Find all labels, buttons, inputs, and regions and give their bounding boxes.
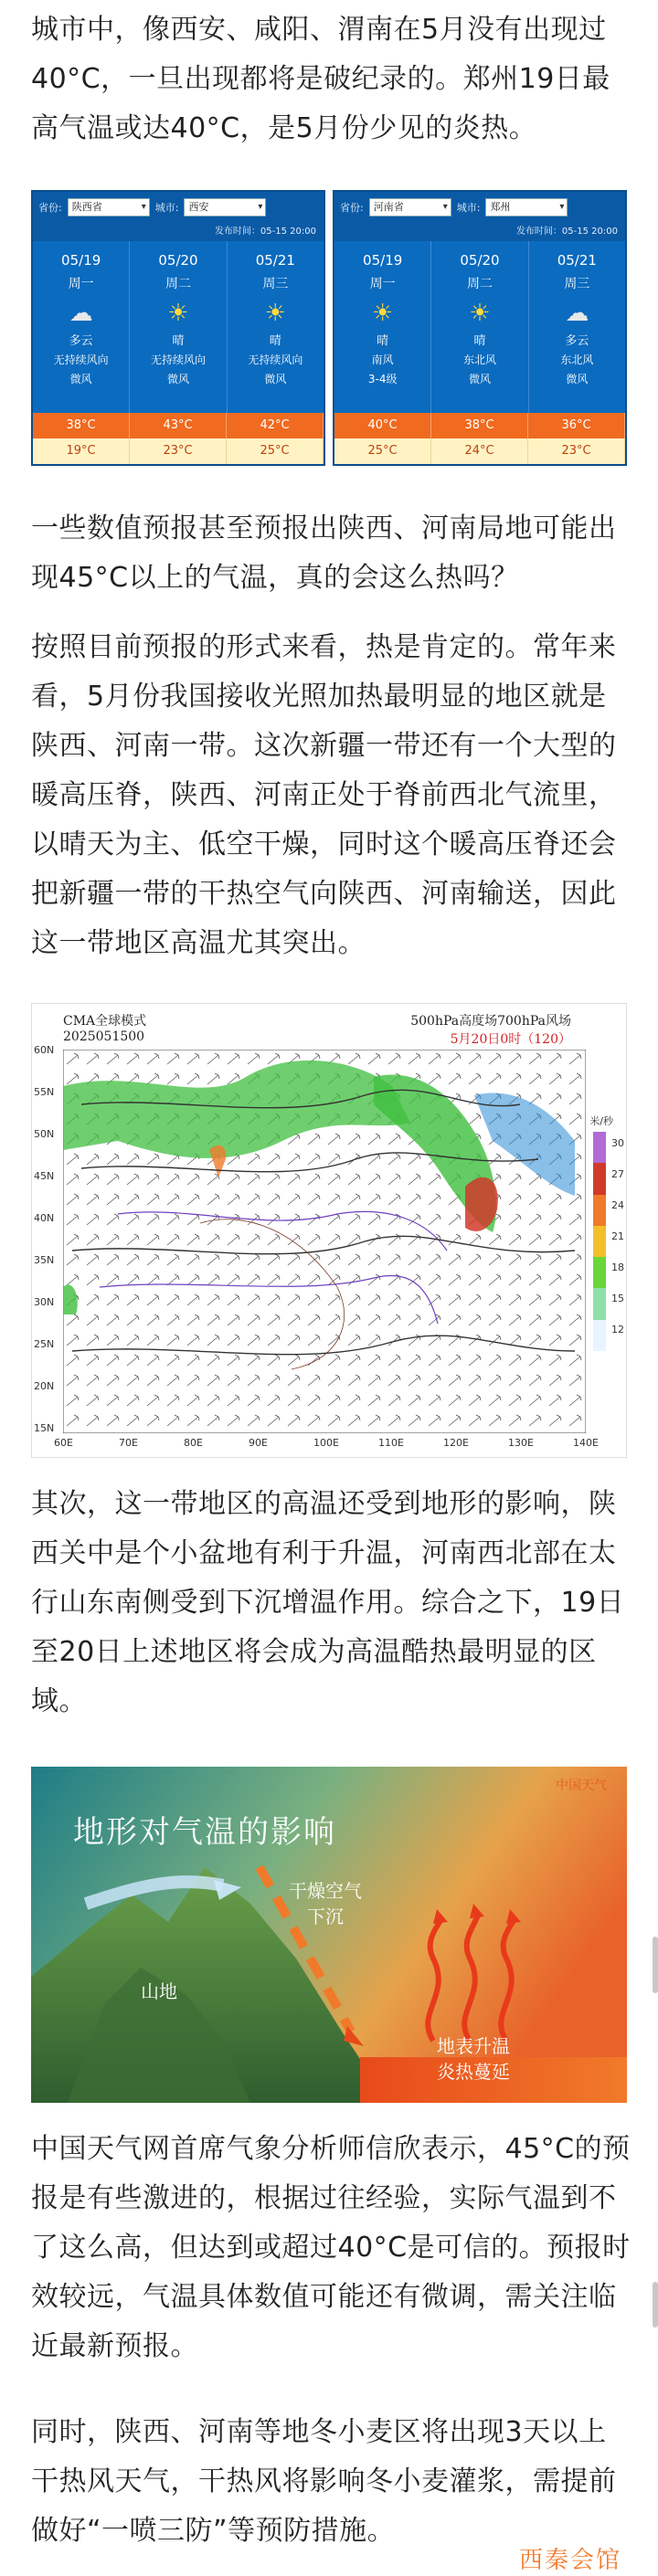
lon-label: 120E (443, 1437, 469, 1449)
low-temp: 19°C (33, 438, 130, 464)
china-weather-logo: 中国天气 (556, 1779, 607, 1793)
illustration-title: 地形对气温的影响 (73, 1814, 336, 1851)
day-weather: 晴 (473, 334, 486, 348)
day-weather: 晴 (377, 334, 389, 348)
city-select[interactable]: 郑州 ▾ (485, 198, 568, 216)
publish-time: 发布时间：05-15 20:00 (33, 223, 324, 241)
map-plot (63, 1050, 586, 1433)
day-weekday: 周二 (466, 277, 493, 291)
color-scale-label: 15 (611, 1293, 624, 1304)
color-scale-swatch (593, 1132, 606, 1163)
day-wind-level: 微风 (69, 373, 92, 385)
lon-label: 60E (54, 1437, 73, 1449)
high-temp: 38°C (431, 413, 528, 438)
color-scale-label: 21 (611, 1230, 624, 1242)
color-scale-swatch (593, 1320, 606, 1351)
high-temp-row (334, 413, 625, 438)
city-label: 城市: (456, 202, 481, 214)
map-run-time: 2025051500 (63, 1029, 145, 1044)
lat-label: 55N (34, 1086, 55, 1098)
color-scale-swatch (593, 1195, 606, 1226)
forecast-controls (33, 192, 324, 223)
low-temp-row (334, 438, 625, 464)
color-scale-label: 24 (611, 1199, 624, 1211)
forecast-day (130, 241, 227, 413)
day-wind-level: 微风 (468, 373, 491, 385)
day-wind-level: 3-4级 (367, 373, 398, 385)
high-temp: 36°C (528, 413, 625, 438)
lat-label: 60N (34, 1044, 55, 1056)
day-date: 05/21 (557, 252, 597, 269)
color-scale-swatch (593, 1257, 606, 1288)
cloud-icon: ☁ (69, 300, 93, 327)
day-weather: 晴 (172, 334, 185, 348)
day-date: 05/21 (255, 252, 295, 269)
publish-time: 发布时间：05-15 20:00 (334, 223, 625, 241)
scrollbar-thumb-secondary[interactable] (653, 2282, 658, 2328)
color-scale-swatch (593, 1163, 606, 1194)
weather-model-map (31, 1003, 627, 1458)
high-temp: 43°C (130, 413, 227, 438)
forecast-day (33, 241, 130, 413)
lon-label: 80E (184, 1437, 203, 1449)
forecast-controls (334, 192, 625, 223)
day-weather: 晴 (269, 334, 281, 348)
forecast-panel-xian (31, 190, 325, 466)
high-temp: 42°C (227, 413, 324, 438)
day-wind-direction: 东北风 (462, 354, 496, 366)
paragraph-wheat: 同时，陕西、河南等地冬小麦区将出现3天以上干热风天气，干热风将影响冬小麦灌浆，需提前做好“一喷三防”等预防措施。 (31, 2416, 617, 2547)
map-product: 500hPa高度场700hPa风场 (410, 1014, 571, 1029)
color-scale-label: 12 (611, 1324, 624, 1336)
province-select[interactable]: 陕西省 ▾ (68, 198, 150, 216)
day-wind-level: 微风 (566, 373, 589, 385)
sun-icon: ☀ (167, 300, 189, 327)
city-label: 城市: (154, 202, 179, 214)
low-temp: 24°C (431, 438, 528, 464)
label-dry-air: 干燥空气 下沉 (289, 1880, 362, 1927)
low-temp-row (33, 438, 324, 464)
lon-label: 110E (378, 1437, 404, 1449)
low-temp: 25°C (334, 438, 431, 464)
lat-label: 40N (34, 1212, 55, 1224)
forecast-day (334, 241, 431, 413)
lon-label: 90E (249, 1437, 268, 1449)
lon-label: 100E (313, 1437, 339, 1449)
sun-icon: ☀ (372, 300, 394, 327)
terrain-illustration (31, 1767, 627, 2103)
lat-label: 30N (34, 1296, 55, 1308)
day-weekday: 周二 (164, 277, 191, 291)
high-temp: 40°C (334, 413, 431, 438)
paragraph-expert: 中国天气网首席气象分析师信欣表示，45°C的预报是有些激进的，根据过往经验，实际气温到不了这么高，但达到或超过40°C是可信的。预报时效较远，气温具体数值可能还有微调，需关注临近最新预报。 (31, 2133, 631, 2362)
day-wind-direction: 南风 (371, 354, 394, 366)
day-date: 05/19 (363, 252, 403, 269)
low-temp: 23°C (130, 438, 227, 464)
lat-label: 20N (34, 1380, 55, 1392)
day-weekday: 周三 (564, 277, 590, 291)
lat-label: 50N (34, 1128, 55, 1140)
map-model-name: CMA全球模式 (63, 1014, 147, 1029)
high-temp-row (33, 413, 324, 438)
city-select[interactable]: 西安 ▾ (184, 198, 266, 216)
watermark: 西秦会馆 (518, 2547, 621, 2574)
label-surface-heating: 地表升温 炎热蔓延 (437, 2035, 510, 2083)
forecast-panel-zhengzhou (333, 190, 627, 466)
lon-label: 140E (573, 1437, 599, 1449)
color-scale-label: 27 (611, 1168, 624, 1180)
low-temp: 25°C (227, 438, 324, 464)
forecast-day (228, 241, 324, 413)
day-wind-direction: 无持续风向 (150, 354, 206, 366)
label-mountain: 山地 (141, 1980, 177, 2002)
lat-label: 25N (34, 1338, 55, 1350)
lat-label: 15N (34, 1422, 55, 1434)
low-temp: 23°C (528, 438, 625, 464)
map-unit: 米/秒 (589, 1115, 613, 1127)
day-weather: 多云 (565, 334, 589, 348)
lat-label: 35N (34, 1254, 55, 1266)
forecast-day (431, 241, 528, 413)
paragraph-intro: 城市中，像西安、咸阳、渭南在5月没有出现过40°C，一旦出现都将是破纪录的。郑州19日最高气温或达40°C，是5月份少见的炎热。 (31, 14, 610, 144)
day-date: 05/19 (61, 252, 101, 269)
day-wind-level: 微风 (264, 373, 287, 385)
scrollbar-thumb[interactable] (653, 1937, 658, 1993)
day-wind-direction: 东北风 (560, 354, 594, 366)
high-temp: 38°C (33, 413, 130, 438)
paragraph-question: 一些数值预报甚至预报出陕西、河南局地可能出现45°C以上的气温，真的会这么热吗？ (31, 512, 617, 594)
map-valid-time: 5月20日0时（120） (450, 1032, 571, 1047)
sun-icon: ☀ (469, 300, 491, 327)
day-weekday: 周三 (262, 277, 289, 291)
paragraph-terrain: 其次，这一带地区的高温还受到地形的影响，陕西关中是个小盆地有利于升温，河南西北部在太行山东南侧受到下沉增温作用。综合之下，19日至20日上述地区将会成为高温酷热最明显的区域。 (31, 1488, 625, 1717)
forecast-comparison (31, 190, 627, 466)
forecast-days (33, 241, 324, 413)
day-weekday: 周一 (68, 277, 94, 291)
cloud-icon: ☁ (565, 300, 589, 327)
color-scale-label: 18 (611, 1262, 624, 1273)
color-scale-swatch (593, 1288, 606, 1319)
lat-label: 45N (34, 1170, 55, 1182)
province-select[interactable]: 河南省 ▾ (369, 198, 451, 216)
day-wind-direction: 无持续风向 (248, 354, 303, 366)
day-wind-direction: 无持续风向 (53, 354, 109, 366)
day-date: 05/20 (158, 252, 198, 269)
color-scale-swatch (593, 1226, 606, 1257)
lon-label: 70E (119, 1437, 138, 1449)
forecast-days (334, 241, 625, 413)
lon-label: 130E (508, 1437, 534, 1449)
province-label: 省份: (340, 202, 364, 214)
sun-icon: ☀ (264, 300, 286, 327)
forecast-day (529, 241, 625, 413)
day-wind-level: 微风 (166, 373, 189, 385)
day-date: 05/20 (460, 252, 500, 269)
color-scale-label: 30 (611, 1137, 624, 1149)
day-weekday: 周一 (369, 277, 396, 291)
province-label: 省份: (38, 202, 62, 214)
color-scale-bar (593, 1132, 606, 1351)
paragraph-analysis: 按照目前预报的形式来看，热是肯定的。常年来看，5月份我国接收光照加热最明显的地区就是陕西、河南一带。这次新疆一带还有一个大型的暖高压脊，陕西、河南正处于脊前西北气流里，以晴天为主、低空干燥，同时这个暖高压脊还会把新疆一带的干热空气向陕西、河南输送，因此这一带地区高温尤其突出。 (31, 631, 617, 959)
day-weather: 多云 (69, 334, 93, 348)
